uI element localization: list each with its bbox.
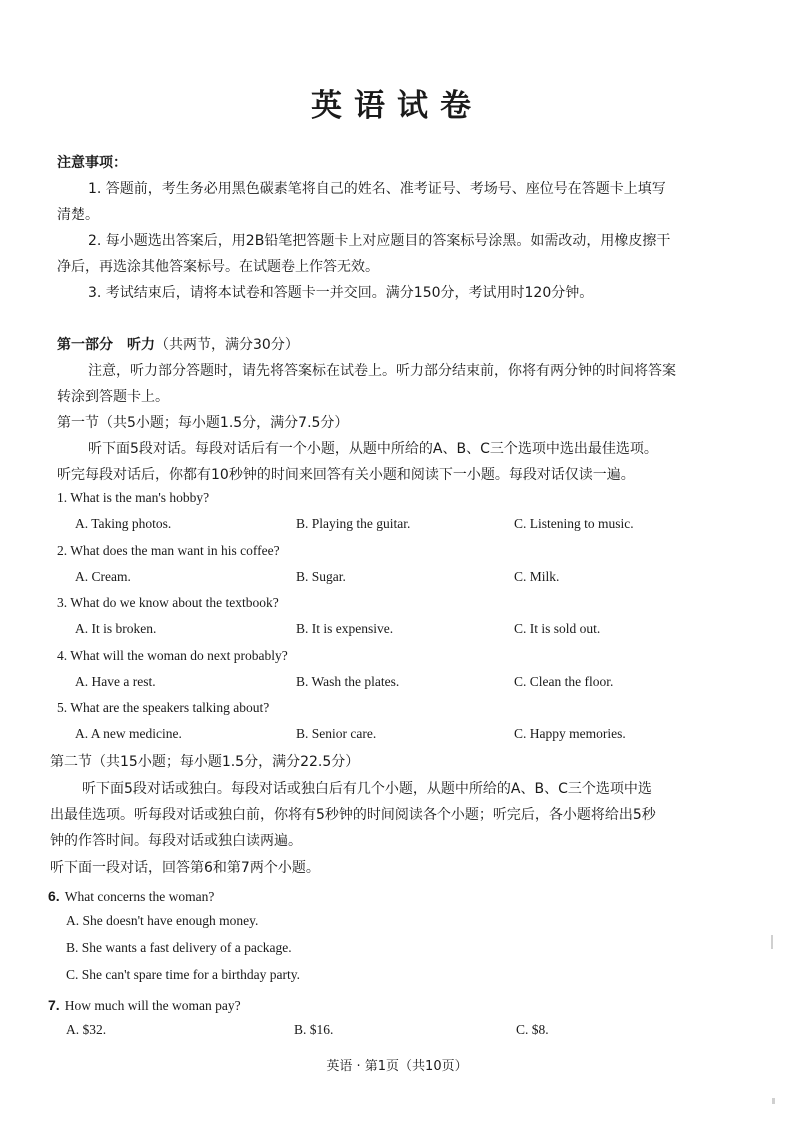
section2-instructions: 听下面5段对话或独白。每段对话或独白后有几个小题，从题中所给的A、B、C三个选项中选 (82, 781, 652, 797)
part1-heading (57, 334, 299, 354)
question-3-option-c: C. It is sold out. (514, 621, 601, 636)
question-5-option-b: B. Senior care. (296, 726, 377, 741)
section2-heading: 第二节（共15小题；每小题1.5分，满分22.5分） (50, 754, 360, 770)
question-6-option-a: A. She doesn't have enough money. (66, 913, 259, 928)
question-4-option-a: A. Have a rest. (75, 674, 156, 689)
notice-item-2: 2. 每小题选出答案后，用2B铅笔把答题卡上对应题目的答案标号涂黑。如需改动，用橡皮擦干 (88, 233, 671, 249)
scan-edge-mark (772, 1098, 775, 1104)
question-5-option-a: A. A new medicine. (75, 726, 182, 741)
question-2-option-b: B. Sugar. (296, 569, 346, 584)
section2-instructions-cont-2: 钟的作答时间。每段对话或独白读两遍。 (50, 833, 302, 849)
question-6-stem: What concerns the woman? (64, 889, 215, 904)
question-3-stem: 3. What do we know about the textbook? (57, 595, 279, 610)
question-2-stem: 2. What does the man want in his coffee? (57, 543, 280, 558)
section1-instructions-cont: 听完每段对话后，你都有10秒钟的时间来回答有关小题和阅读下一小题。每段对话仅读一遍。 (57, 467, 635, 483)
notice-item-2-cont: 净后，再选涂其他答案标号。在试题卷上作答无效。 (57, 259, 379, 275)
part1-note: 注意，听力部分答题时，请先将答案标在试卷上。听力部分结束前，你将有两分钟的时间将答案 (88, 363, 676, 379)
question-7-stem: How much will the woman pay? (64, 998, 241, 1013)
question-3-option-a: A. It is broken. (75, 621, 157, 636)
question-4-stem: 4. What will the woman do next probably? (57, 648, 288, 663)
question-6-option-c: C. She can't spare time for a birthday party. (66, 967, 300, 982)
question-1-option-a: A. Taking photos. (75, 516, 172, 531)
question-7-stem-line (48, 995, 241, 1014)
question-6-option-b: B. She wants a fast delivery of a package. (66, 940, 292, 955)
notice-heading: 注意事项： (57, 155, 127, 171)
section1-instructions: 听下面5段对话。每段对话后有一个小题，从题中所给的A、B、C三个选项中选出最佳选项。 (88, 441, 658, 457)
question-5-option-c: C. Happy memories. (514, 726, 626, 741)
part1-note-cont: 转涂到答题卡上。 (57, 389, 169, 405)
question-2-option-c: C. Milk. (514, 569, 560, 584)
scan-edge-mark (771, 935, 773, 949)
question-1-option-c: C. Listening to music. (514, 516, 634, 531)
question-7-option-c: C. $8. (516, 1022, 549, 1037)
question-2-option-a: A. Cream. (75, 569, 131, 584)
question-4-option-c: C. Clean the floor. (514, 674, 614, 689)
section1-heading: 第一节（共5小题；每小题1.5分，满分7.5分） (57, 415, 349, 431)
question-4-option-b: B. Wash the plates. (296, 674, 400, 689)
page-title: 英语试卷 (311, 88, 483, 124)
section2-instructions-cont-1: 出最佳选项。听每段对话或独白前，你将有5秒钟的时间阅读各个小题；听完后，各小题将给出5秒 (50, 807, 656, 823)
question-1-stem: 1. What is the man's hobby? (57, 490, 210, 505)
question-7-option-b: B. $16. (294, 1022, 334, 1037)
page-footer: 英语 · 第1页（共10页） (326, 1059, 468, 1074)
part1-heading-bold: 第一部分 听力 (57, 337, 155, 353)
part1-heading-rest: （共两节，满分30分） (155, 337, 299, 353)
question-7-number: 7. (48, 997, 60, 1013)
notice-item-3: 3. 考试结束后，请将本试卷和答题卡一并交回。满分150分，考试用时120分钟。 (88, 285, 594, 301)
dialogue-group-intro: 听下面一段对话，回答第6和第7两个小题。 (50, 860, 320, 876)
question-1-option-b: B. Playing the guitar. (296, 516, 411, 531)
notice-item-1: 1. 答题前，考生务必用黑色碳素笔将自己的姓名、准考证号、考场号、座位号在答题卡上填写 (88, 181, 666, 197)
question-7-option-a: A. $32. (66, 1022, 107, 1037)
question-6-stem-line (48, 886, 214, 905)
question-3-option-b: B. It is expensive. (296, 621, 394, 636)
question-5-stem: 5. What are the speakers talking about? (57, 700, 270, 715)
question-6-number: 6. (48, 888, 60, 904)
notice-item-1-cont: 清楚。 (57, 207, 99, 223)
